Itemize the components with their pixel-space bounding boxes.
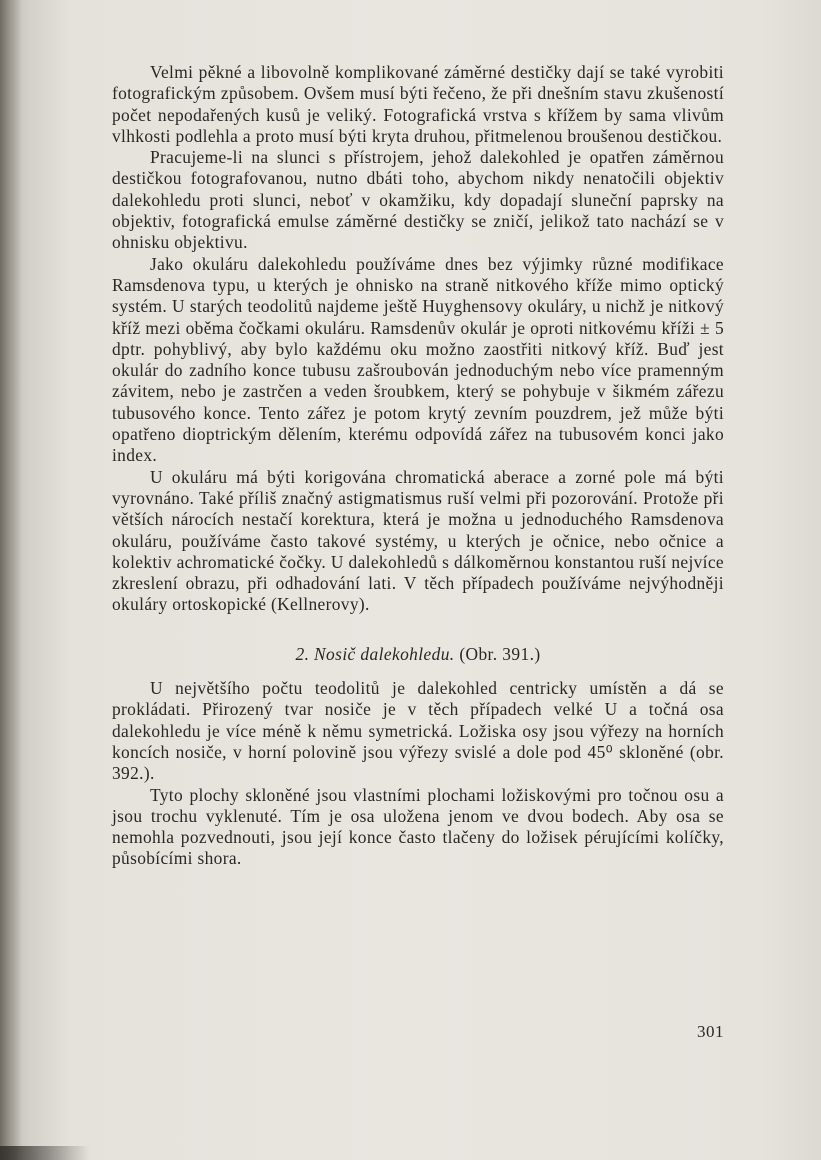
page-edge-shadow — [0, 1146, 90, 1160]
paragraph-bearing-surfaces: Tyto plochy skloněné jsou vlastními plochami ložiskovými pro točnou osu a jsou trochu vyklenuté. Tím je osa uložena jenom ve dvou bodech. Aby osa se nemohla pozvednouti, jsou její konce často tlačeny do ložisek pérujícími kolíčky, působícími shora. — [112, 784, 724, 869]
paragraph-telescope-support: U největšího počtu teodolitů je dalekohled centricky umístěn a dá se prokládati. Přirozený tvar nosiče je v těch případech velké U a točná osa dalekohledu je více méně k němu symetrická. Ložiska osy jsou výřezy na horních koncích nosiče, v horní polovině jsou výřezy svislé a dole pod 45⁰ skloněné (obr. 392.). — [112, 678, 724, 784]
page-number: 301 — [697, 1022, 724, 1041]
paragraph-eyepiece-corrections: U okuláru má býti korigována chromatická aberace a zorné pole má býti vyrovnáno. Také příliš značný astigmatismus ruší velmi při pozorování. Protože při větších nárocích nestačí korektura, která je možna u jednoduchého Ramsdenova okuláru, používáme často takové systémy, u kterých je očnice, nebo očnice a kolektiv achromatické čočky. U dalekohledů s dálkoměrnou konstantou ruší nejvíce zkreslení obrazu, při odhadování lati. V těch případech používáme nejvýhodněji okuláry ortoskopické (Kellnerovy). — [112, 466, 724, 615]
paragraph-sun-warning: Pracujeme-li na slunci s přístrojem, jehož dalekohled je opatřen záměrnou destičkou fotografovanou, nutno dbáti toho, abychom nikdy nenatočili objektiv dalekohledu proti slunci, neboť v okamžiku, kdy dopadají sluneční paprsky na objektiv, fotografická emulse záměrné destičky se zničí, jelikož tato nachází se v ohnisku objektivu. — [112, 147, 724, 253]
paragraph-eyepiece-types: Jako okuláru dalekohledu používáme dnes bez výjimky různé modifikace Ramsdenova typu, u kterých je ohnisko na straně nitkového kříže mimo optický systém. U starých teodolitů najdeme ještě Huyghensovy okuláry, u nichž je nitkový kříž mezi oběma čočkami okuláru. Ramsdenův okulár je oproti nitkovému kříži ± 5 dptr. pohyblivý, aby bylo každému oku možno zaostřiti nitkový kříž. Buď jest okulár do zadního konce tubusu zašroubován jednoduchým nebo více pramenným závitem, nebo je zastrčen a veden šroubkem, který se pohybuje v šikmém zářezu tubusového konce. Tento zářez je potom krytý zevním pouzdrem, jež může býti opatřeno dioptrickým dělením, kterému odpovídá zářez na tubusovém konci jako index. — [112, 253, 724, 466]
paragraph-photographic-reticle: Velmi pěkné a libovolně komplikované záměrné destičky dají se také vyrobiti fotografickým způsobem. Ovšem musí býti řečeno, že při dnešním stavu zkušeností počet nepodařených kusů je veliký. Fotografická vrstva s křížem by sama vlivům vlhkosti podlehla a proto musí býti kryta druhou, přitmelenou broušenou destičkou. — [112, 62, 724, 146]
section-title: 2. Nosič dalekohledu. — [295, 643, 455, 664]
book-spine-shadow — [0, 0, 22, 1160]
page-body-text — [112, 62, 724, 870]
section-figure-reference: (Obr. 391.) — [459, 643, 541, 664]
section-heading — [112, 644, 724, 665]
